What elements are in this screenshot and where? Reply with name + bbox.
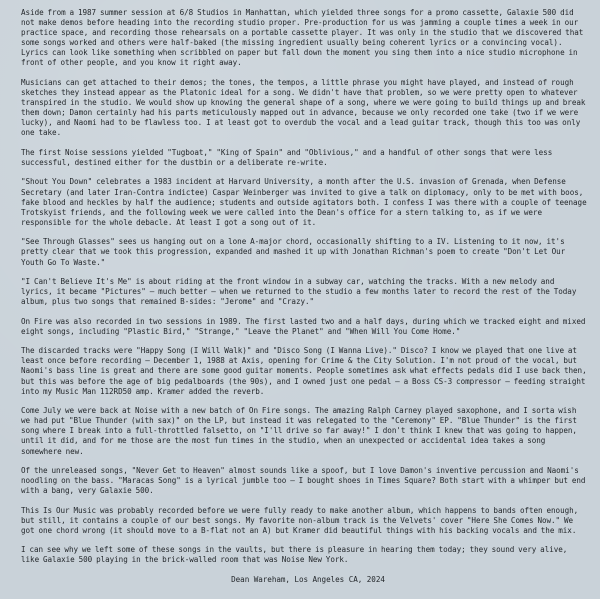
liner-notes [21, 8, 587, 585]
author-signature-line: Dean Wareham, Los Angeles CA, 2024 [231, 574, 385, 584]
paragraph-closing: I can see why we left some of these songs in the vaults, but there is pleasure in hearing them today; they sound very alive, like Galaxie 500 playing in the brick-walled room that was Noise New York. [21, 545, 568, 565]
paragraph-on-fire-sessions: On Fire was also recorded in two sessions in 1989. The first lasted two and a half days, during which we tracked eight and mixed eight songs, including "Plastic Bird," "Strange," "Leave the Planet" and "When Will You Come Home." [21, 316, 586, 336]
paragraph-see-through-glasses: "See Through Glasses" sees us hanging out on a lone A-major chord, occasionally shifting to a IV. Listening to it now, it's pretty clear that we took this progression, expanded and mashed it up with Jonathan Richman's poem to create "Don't Let Our Youth Go To Waste." [21, 237, 566, 267]
paragraph-demos-intro: Aside from a 1987 summer session at 6/8 Studios in Manhattan, which yielded three songs for a promo cassette, Galaxie 500 did not make demos before heading into the recording studio proper. Pre-production for us was jamming a couple times a week in our practice space, and recording those rehearsals on a portable cassette player. It was only in the studio that we discovered that some songs worked and others were half-baked (the missing ingredient usually being coherent lyrics or a convincing vocal). Lyrics can look like something when scribbled on paper but fall down the moment you sing them into a nice studio microphone in front of other people, and you know it right away. [21, 8, 584, 68]
paragraph-shout-you-down: "Shout You Down" celebrates a 1983 incident at Harvard University, a month after the U.S. invasion of Grenada, when Defense Secretary (and later Iran-Contra indictee) Caspar Weinberger was invited to give a talk on diplomacy, only to be met with boos, fake blood and heckles by half the audience; students and outside agitators both. I confess I was there with a couple of teenage Trotskyist friends, and the following week we were called into the Dean's office for a stern talking to, as if we were responsible for the whole debacle. At least I got a song out of it. [21, 177, 587, 227]
paragraph-discarded-tracks: The discarded tracks were "Happy Song (I Will Walk)" and "Disco Song (I Wanna Live)." Disco? I know we played that one live at least once before recording — December 1, 1988 at Axis, opening for Crime & the City Solution. I'm not proud of the vocal, but Naomi's bass line is great and there are some good guitar moments. People sometimes ask what effects pedals did I use back then, but this was before the age of big pedalboards (the 90s), and I owned just one pedal — a Boss CS-3 compressor — feeding straight into my Music Man 112RD50 amp. Kramer added the reverb. [21, 346, 587, 396]
paragraph-musicians-demos: Musicians can get attached to their demos; the tones, the tempos, a little phrase you might have played, and instead of rough sketches they instead appear as the Platonic ideal for a song. We didn't have that problem, so we were pretty open to whatever transpired in the studio. We would show up knowing the general shape of a song, where we were going to build things up and break them down; Damon certainly had his parts meticulously mapped out in advance, because we only recorded one take (two if we were lucky), and Naomi had to be flawless too. I at least got to overdub the vocal and a lead guitar track, though this too was only one take. [21, 77, 586, 138]
paragraph-first-noise-sessions: The first Noise sessions yielded "Tugboat," "King of Spain" and "Oblivious," and a handful of other songs that were less successful, destined either for the dustbin or a deliberate re-write. [21, 147, 553, 167]
paragraph-cant-believe: "I Can't Believe It's Me" is about riding at the front window in a subway car, watching the tracks. With a new melody and lyrics, it became "Pictures" — much better — when we returned to the studio a few months later to record the rest of the Today album, plus two songs that remained B-sides: "Jerome" and "Crazy." [21, 277, 577, 307]
paragraph-come-july: Come July we were back at Noise with a new batch of On Fire songs. The amazing Ralph Carney played saxophone, and I sorta wish we had put "Blue Thunder (with sax)" on the LP, but instead it was relegated to the "Ceremony" EP. "Blue Thunder" is the first song where I break into a full-throttled falsetto, on "I'll drive so far away!" I don't think I knew that was going to happen, until it did, and for me those are the most fun times in the studio, when an unexpected or accidental idea takes a song somewhere new. [21, 406, 577, 456]
paragraph-this-is-our-music: This Is Our Music was probably recorded before we were fully ready to make another album, which happens to bands often enough, but still, it contains a couple of our best songs. My favorite non-album track is the Velvets' cover "Here She Comes Now." We got one chord wrong (it should move to a B-flat not an A) but Kramer did beautiful things with his backing vocals and the mix. [21, 505, 579, 535]
paragraph-unreleased-songs: Of the unreleased songs, "Never Get to Heaven" almost sounds like a spoof, but I love Damon's inventive percussion and Naomi's noodling on the bass. "Maracas Song" is a lyrical jumble too — I bought shoes in Times Square? Both start with a whimper but end with a bang, very Galaxie 500. [21, 465, 586, 496]
